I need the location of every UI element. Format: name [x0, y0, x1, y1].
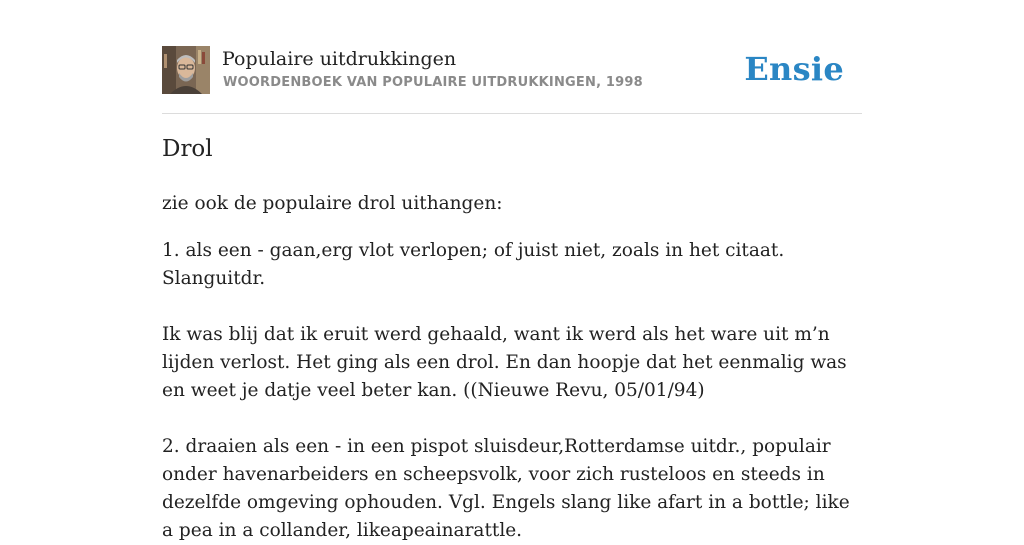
author-portrait-icon[interactable]	[162, 46, 210, 94]
book-subtitle: WOORDENBOEK VAN POPULAIRE UITDRUKKINGEN, 1998	[223, 75, 643, 90]
definition-1: 1. als een - gaan,erg vlot verlopen; of juist niet, zoals in het citaat. Slanguitdr.	[162, 240, 785, 289]
entry-content	[162, 190, 852, 545]
header-divider	[162, 113, 862, 114]
entry-intro: zie ook de populaire drol uithangen:	[162, 193, 503, 214]
book-title[interactable]: Populaire uitdrukkingen	[222, 48, 457, 70]
entry-title: Drol	[162, 136, 213, 162]
citation-quote: Ik was blij dat ik eruit werd gehaald, want ik werd als het ware uit m’n lijden verlost. Het ging als een drol. En dan hoopje dat het eenmalig was en weet je datje veel beter kan. ((Nieuwe Revu, 05/01/94)	[162, 324, 847, 401]
paragraph-gap	[162, 405, 852, 433]
header	[162, 46, 862, 96]
definition-2: 2. draaien als een - in een pispot sluisdeur,Rotterdamse uitdr., populair onder havenarbeiders en scheepsvolk, voor zich rusteloos en steeds in dezelfde omgeving ophouden. Vgl. Engels slang like afart in a bottle; like a pea in a collander, likeapeainarattle.	[162, 436, 850, 541]
ensie-logo[interactable]: Ensie	[744, 50, 844, 88]
paragraph-gap	[162, 293, 852, 321]
